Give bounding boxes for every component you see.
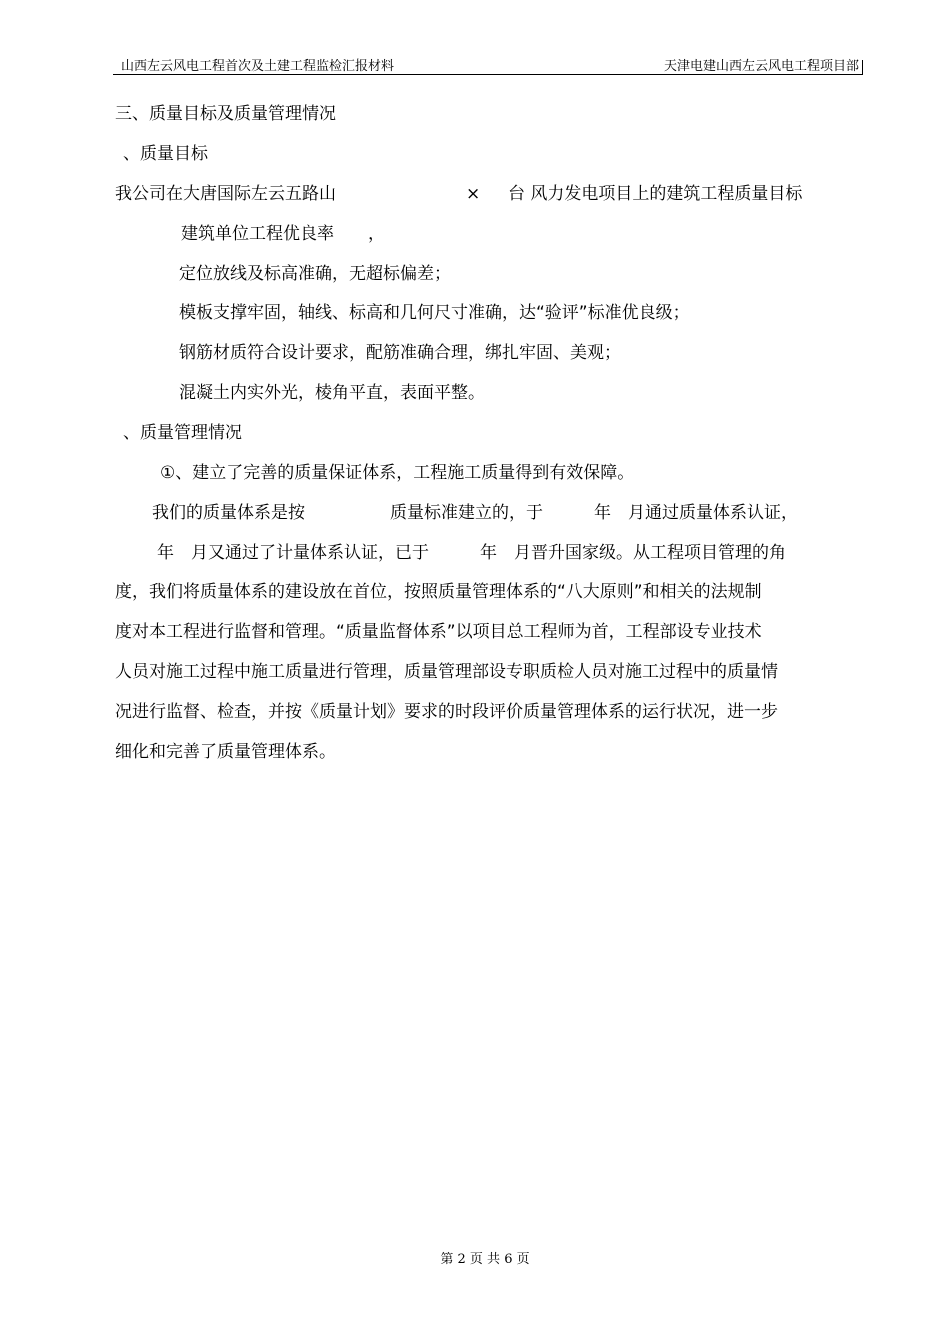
quality-goal-item: 混凝土内实外光，棱角平直，表面平整。 (179, 383, 485, 403)
paragraph-line: 况进行监督、检查，并按《质量计划》要求的时段评价质量管理体系的运行状况，进一步 (115, 702, 778, 722)
paragraph-line: 细化和完善了质量管理体系。 (115, 742, 336, 762)
quality-goal-intro-b: 台 风力发电项目上的建筑工程质量目标 (508, 184, 803, 204)
quality-goal-intro-a: 我公司在大唐国际左云五路山 (115, 184, 336, 204)
quality-goal-item: 模板支撑牢固，轴线、标高和几何尺寸准确，达“验评”标准优良级； (179, 303, 690, 323)
page-number-footer: 第 2 页 共 6 页 (440, 1252, 530, 1267)
quality-goal-item: 建筑单位工程优良率 ， (181, 224, 385, 244)
quality-goal-intro-times: × (466, 184, 481, 204)
quality-management-heading: 、质量管理情况 (123, 423, 242, 443)
paragraph-line: 度对本工程进行监督和管理。“质量监督体系”以项目总工程师为首，工程部设专业技术 (115, 622, 762, 642)
header-rule-tick (862, 60, 863, 75)
header-left-title: 山西左云风电工程首次及土建工程监检汇报材料 (121, 59, 395, 74)
section-title: 三、质量目标及质量管理情况 (115, 104, 336, 124)
paragraph-line: 年 月又通过了计量体系认证，已于 年 月晋升国家级。从工程项目管理的角 (140, 543, 786, 563)
quality-goal-heading: 、质量目标 (123, 144, 208, 164)
quality-management-point: ①、建立了完善的质量保证体系，工程施工质量得到有效保障。 (160, 463, 635, 483)
paragraph-line: 度，我们将质量体系的建设放在首位，按照质量管理体系的“八大原则”和相关的法规制 (115, 582, 762, 602)
paragraph-line: 人员对施工过程中施工质量进行管理，质量管理部设专职质检人员对施工过程中的质量情 (115, 662, 778, 682)
header-rule (113, 74, 863, 75)
quality-goal-item: 定位放线及标高准确，无超标偏差； (179, 264, 451, 284)
quality-goal-item: 钢筋材质符合设计要求，配筋准确合理，绑扎牢固、美观； (179, 343, 621, 363)
header-right-title: 天津电建山西左云风电工程项目部 (663, 59, 859, 74)
paragraph-line: 我们的质量体系是按 质量标准建立的，于 年 月通过质量体系认证， (152, 503, 798, 523)
